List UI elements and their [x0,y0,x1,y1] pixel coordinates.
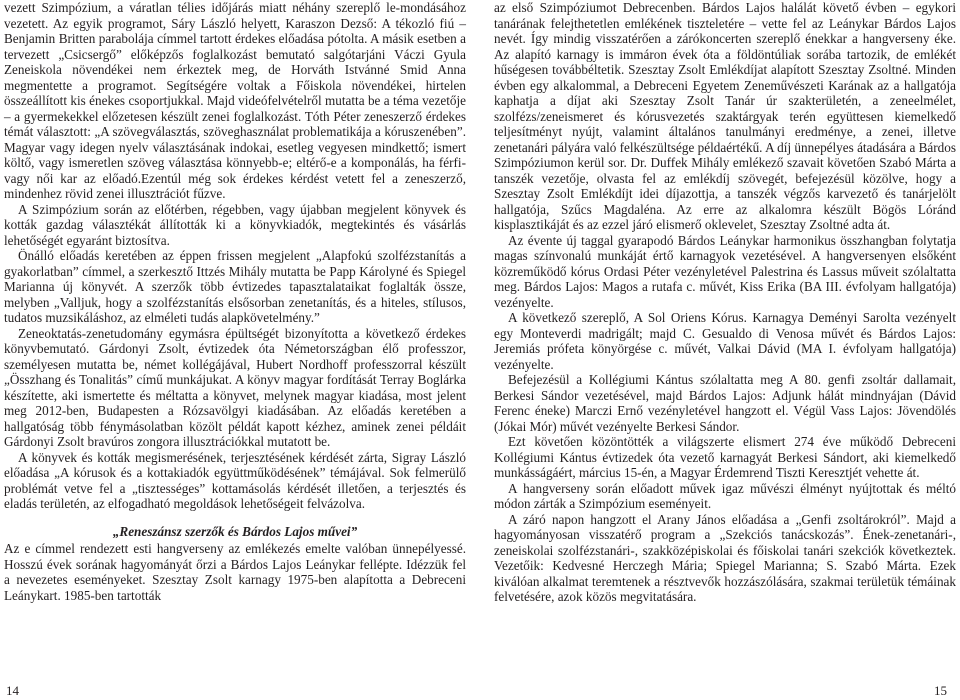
paragraph: A könyvek és kották megismerésének, terjesztésének kérdését zárta, Sigray László előadása „A kórusok és a kottakiadók együttműködésének” témájával. Sok felmerülő problémát vetve fel a „tisztességes” kottamásolás kérdését illetően, a terjesztés és eladás területén, az elfogadható megoldások lehetőségeit felvázolva. [4,449,466,511]
paragraph: Befejezésül a Kollégiumi Kántus szólaltatta meg A 80. genfi zsoltár dallamait, Berkesi Sándor vezetésével, majd Bárdos Lajos: Adjunk hálát mindnyájan (Dávid Ferenc éneke) Marczi Ernő vezényletével hangzott el. Végül Vass Lajos: Jövendölés (Jókai Mór) művét vezényelte Berkesi Sándor. [494,372,956,434]
paragraph: Az e címmel rendezett esti hangverseny az emlékezés emelte valóban ünnepélyessé. Hosszú évek sorának hagyományát őrzi a Bárdos Lajos Leánykar fellépte. Idézzük fel a nevezetes eseményeket. Szesztay Zsolt karnagy 1975-ben alapította a Debreceni Leánykart. 1985-ben tartották [4,541,466,603]
paragraph: Zeneoktatás-zenetudomány egymásra épültségét bizonyította a következő érdekes könyvbemutató. Gárdonyi Zsolt, évtizedek óta Németországban élő professzor, személyesen mutatta be, német kollégájával, Hubert Nordhoff professzorral készült „Összhang és Tonalitás” című munkájukat. A könyv magyar fordítását Terray Boglárka készítette, aki ismertette és méltatta a könyvet, melynek magyar kiadása, most jelent meg 2012-ben, Budapesten a Rózsavölgyi kiadásában. Az előadás keretében a hallgatóság több fénymásolatban közölt példát kapott kézhez, aminek zenei példáit Gárdonyi Zsolt bravúros zongora illusztrációkkal mutatott be. [4,325,466,449]
paragraph: A Szimpózium során az előtérben, régebben, vagy újabban megjelent könyvek és kották gazdag választékát állították ki a könyvkiadók, megtekintés és vásárlás lehetőségét egyaránt biztosítva. [4,201,466,248]
paragraph: az első Szimpóziumot Debrecenben. Bárdos Lajos halálát követő évben – egykori tanárának felejthetetlen emlékének tiszteletére – vette fel az Leánykar Bárdos Lajos nevét. Így mindig visszatérően a zárókoncerten szereplő énekkar a hangverseny éke. Az alapító karnagy is immáron évek óta a földöntúliak sorába tartozik, de emlékét hűségesen továbbéltetik. Szesztay Zsolt Emlékdíjat alapított Szesztay Zsoltné. Minden évben egy alkalommal, a Debreceni Egyetem Zeneművészeti Karának az a hallgatója kaphatja a díjat aki Szesztay Zsolt Tanár úr szakterületén, a zeneelmélet, szolfézs/zeneismeret és kórusvezetés szaktárgyak terén együttesen kiemelkedő teljesítményt nyújt, valamint általános tanulmányi eredménye, a zenei, illetve zenetanári pályára való felkészültsége példaértékű. A díj ünnepélyes átadására a Bárdos Szimpóziumon kerül sor. Dr. Duffek Mihály emlékező szavait követően Szabó Márta a tanszék vezetője, olvasta fel az emlékdíj szövegét, befejezésül közölve, hogy a Szesztay Zsolt Emlékdíjt idei díjazottja, a tanszék végzős karvezető és tanárjelölt hallgatója, Szűcs Magdaléna. Az erre az alkalomra készült Bögös Lóránd kisplasztikáját és az ezzel járó elismerő oklevelet, Szesztay Zsoltné adta át. [494,0,956,232]
paragraph: Ezt követően közöntötték a világszerte elismert 274 éve működő Debreceni Kollégiumi Kántus évtizedek óta vezető karnagyát Berkesi Sándort, aki kiemelkedő munkásságáért, március 15-én, a Magyar Érdemrend Tiszti Keresztjét vehette át. [494,434,956,480]
right-page-column [494,0,956,605]
paragraph: vezett Szimpózium, a váratlan télies időjárás miatt néhány szereplő le-mondásához vezetett. Az egyik programot, Sáry László helyett, Karaszon Dezső: A tékozló fiú – Benjamin Britten parabolája címmel tartott érdekes előadása pótolta. A másik esetben a tervezett „Csicsergő” előképzős foglalkozást bemutató salgótarjáni Váczi Gyula Zeneiskola növendékei nem érkeztek meg, de Horváth Istvánné Smid Anna megmentette a programot. Segítségére voltak a Főiskola növendékei, hirtelen összeállított kis énekes csoportjukkal. Majd videófelvételről mutatta be a téma vezetője – a gyermekekkel előzetesen készült zenei foglalkozást. Tóth Péter zeneszerző érdekes témát választott: „A szövegválasztás, szöveghasználat problematikája a kóruszenében”. Magyar vagy idegen nyelv választásának indokai, esetleg vegyesen mindkettő; ismert költő, vagy ismeretlen szöveg választása könnyebb-e; eltérő-e a komponálás, ha férfi- vagy női kar az előadó.Ezentúl még sok érdekes kérdést vetett fel a zeneszerző, mindenhez rövid zenei illusztrációt fűzve. [4,0,466,201]
section-heading: „Reneszánsz szerzők és Bárdos Lajos művei” [112,523,358,539]
paragraph: A következő szereplő, A Sol Oriens Kórus. Karnagya Deményi Sarolta vezényelt egy Monteverdi madrigált; majd C. Gesualdo di Venosa művét és Bárdos Lajos: Jeremiás prófeta könyörgése c. művét, Valkai Dávid (MA I. évfolyam hallgatója) vezényelte. [494,310,956,372]
paragraph: Az évente új taggal gyarapodó Bárdos Leánykar harmonikus összhangban folytatja magas színvonalú munkáját értő karnagyok vezetésével. A hangversenyen elsőként közreműködő kórus Ordasi Péter vezényletével Palestrina és Lassus műveit szólaltatta meg. Bárdos Lajos: Magos a rutafa c. művét, Kiss Erika (BA III. évfolyam hallgatója) vezényelte. [494,232,956,310]
paragraph: Önálló előadás keretében az éppen frissen megjelent „Alapfokú szolfézstanítás a gyakorlatban” címmel, a szerkesztő Ittzés Mihály mutatta be Papp Károlyné és Spiegel Marianna új könyvét. A szerzők több évtizedes tapasztalataikat foglalták össze, melyben „Valljuk, hogy a szolfézstanítás elsősorban zenetanítás, és a hiteles, stílusos, tudatos muzsikáláshoz, az elméleti tudás alapkövetelmény.” [4,248,466,325]
page-number-right: 15 [934,683,947,698]
paragraph: A hangverseny során előadott művek igaz művészi élményt nyújtottak és méltó módon zárták a Szimpózium eseményeit. [494,480,956,511]
page-number-left: 14 [6,683,19,698]
paragraph: A záró napon hangzott el Arany János előadása a „Genfi zsoltárokról”. Majd a hagyományosan visszatérő program a „Szekciós tanácskozás”. Ének-zenetanári-, zeneiskolai szolfézstanári-, szakközépiskolai és főiskolai tanári szekciók következtek. Vezetőik: Kedvesné Herczegh Mária; Spiegel Marianna; S. Szabó Márta. Ezek kiválóan alkalmat teremtenek a résztvevők hozzászólására, szakmai területük témáinak felvetésére, azok közös megvitatására. [494,511,956,604]
left-page-column [4,0,466,603]
